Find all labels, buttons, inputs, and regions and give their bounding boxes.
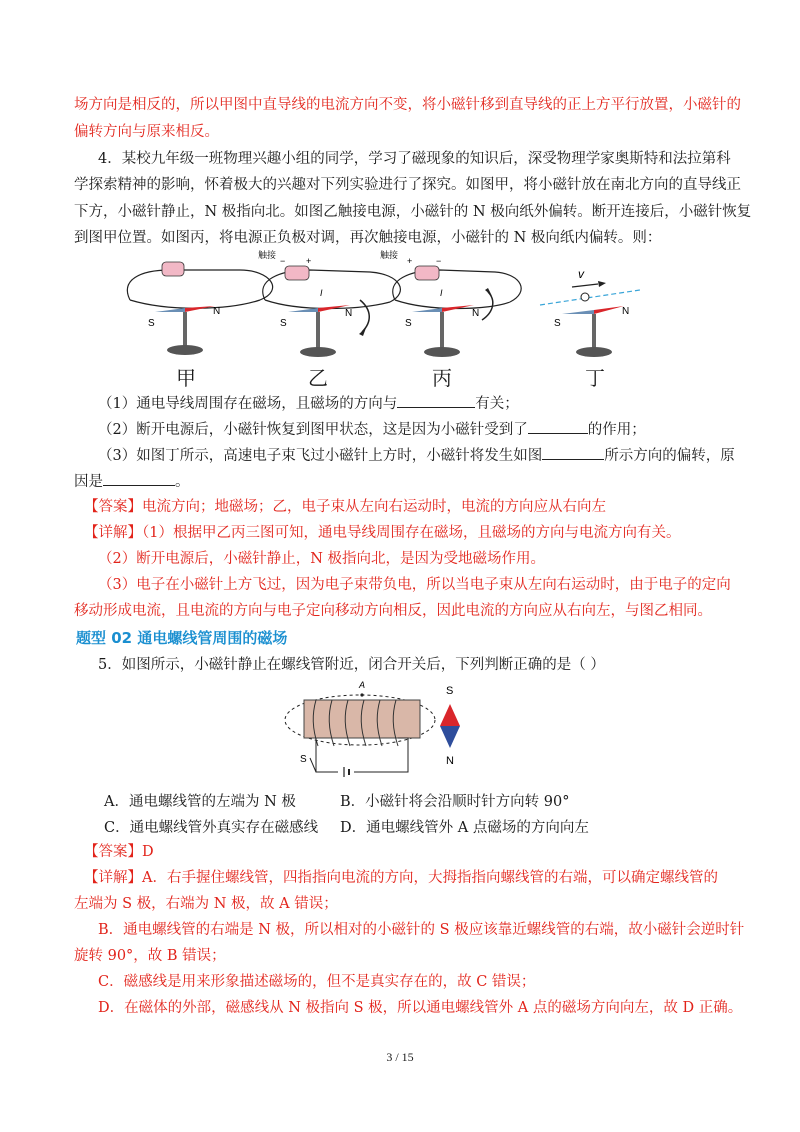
q4-stem-line-1: 4．某校九年级一班物理兴趣小组的同学，学习了磁现象的知识后，深受物理学家奥斯特和法拉第科	[98, 151, 731, 167]
figure-yi	[258, 250, 400, 357]
q4-stem-line-3: 下方，小磁针静止，N 极指向北。如图乙触接电源，小磁针的 N 极向纸外偏转。断开连接后，小磁针恢复	[74, 204, 752, 220]
q4-stem-line-4: 到图甲位置。如图丙，将电源正负极对调，再次触接电源，小磁针的 N 极向纸内偏转。则：	[74, 230, 662, 246]
q5-figure	[280, 674, 480, 784]
svg-text:N: N	[622, 306, 630, 317]
svg-text:N: N	[213, 306, 221, 317]
q4-stem-line-2: 学探索精神的影响，怀着极大的兴趣对下列实验进行了探究。如图甲，将小磁针放在南北方向的直导线正	[74, 177, 741, 193]
q4-part-3-cont: 因是 。	[74, 471, 190, 492]
q4-part-2: （2）断开电源后，小磁针恢复到图甲状态，这是因为小磁针受到了 的作用；	[98, 419, 646, 440]
q5-option-d[interactable]: D．通电螺线管外 A 点磁场的方向向左	[340, 820, 589, 836]
blank-4[interactable]	[103, 471, 175, 486]
svg-text:S: S	[148, 318, 155, 329]
svg-text:v: v	[578, 267, 584, 281]
svg-text:A: A	[359, 680, 366, 690]
svg-text:S: S	[280, 318, 287, 329]
fig-label-jia: 甲	[176, 366, 196, 390]
svg-text:S: S	[300, 754, 307, 765]
svg-text:N: N	[446, 755, 454, 767]
svg-text:S: S	[446, 685, 454, 697]
svg-text:−: −	[436, 256, 442, 266]
figure-ding	[540, 267, 640, 357]
svg-text:I: I	[440, 288, 443, 298]
q5-detail-6: D．在磁体的外部，磁感线从 N 极指向 S 极，所以通电螺线管外 A 点的磁场方向向左，故 D 正确。	[98, 1000, 743, 1016]
q5-answer: 【答案】D	[84, 844, 154, 860]
fig-label-yi: 乙	[308, 366, 328, 390]
q5-detail-4: 旋转 90°，故 B 错误；	[74, 948, 226, 964]
svg-text:+: +	[407, 256, 413, 266]
svg-text:+: +	[306, 256, 312, 266]
q4-answer: 【答案】电流方向；地磁场；乙，电子束从左向右运动时，电流的方向应从右向左	[84, 499, 606, 515]
q4-part-3: （3）如图丁所示，高速电子束飞过小磁针上方时，小磁针将发生如图 所示方向的偏转，原	[98, 445, 735, 466]
svg-text:I: I	[320, 288, 323, 298]
fig-label-bing: 丙	[432, 366, 452, 390]
q4-part-1: （1）通电导线周围存在磁场，且磁场的方向与 有关；	[98, 393, 519, 414]
figure-jia	[127, 262, 272, 355]
q5-option-a[interactable]: A．通电螺线管的左端为 N 极	[104, 794, 296, 810]
figure-bing	[380, 250, 521, 357]
q4-detail-4: 移动形成电流，且电流的方向与电子定向移动方向相反，因此电流的方向应从右向左，与图乙相同。	[74, 603, 712, 619]
q5-detail-3: B．通电螺线管的右端是 N 极，所以相对的小磁针的 S 极应该靠近螺线管的右端，故小磁针会逆时针	[98, 922, 745, 938]
svg-text:N: N	[472, 308, 480, 319]
page-number: 3 / 15	[386, 1050, 414, 1064]
blank-1[interactable]	[397, 393, 475, 408]
svg-text:S: S	[405, 318, 412, 329]
intro-line-2: 偏转方向与原来相反。	[74, 124, 219, 140]
q5-option-c[interactable]: C．通电螺线管外真实存在磁感线	[104, 820, 319, 836]
q5-detail-5: C．磁感线是用来形象描述磁场的，但不是真实存在的，故 C 错误；	[98, 974, 536, 990]
q5-detail-1: 【详解】A．右手握住螺线管，四指指向电流的方向，大拇指指向螺线管的右端，可以确定螺线管的	[84, 870, 718, 886]
q4-detail-1: 【详解】（1）根据甲乙丙三图可知，通电导线周围存在磁场，且磁场的方向与电流方向有关。	[84, 525, 681, 541]
q4-detail-2: （2）断开电源后，小磁针静止，N 极指向北，是因为受地磁场作用。	[98, 551, 546, 567]
svg-text:触接: 触接	[258, 250, 277, 260]
svg-text:−: −	[280, 256, 286, 266]
blank-2[interactable]	[528, 419, 588, 434]
svg-text:N: N	[345, 308, 353, 319]
intro-line-1: 场方向是相反的，所以甲图中直导线的电流方向不变，将小磁针移到直导线的正上方平行放置，小磁针的	[74, 97, 741, 113]
svg-text:触接: 触接	[380, 250, 399, 260]
fig-label-ding: 丁	[585, 366, 605, 390]
q5-option-b[interactable]: B．小磁针将会沿顺时针方向转 90°	[340, 794, 570, 810]
svg-text:S: S	[554, 318, 561, 329]
q5-stem: 5．如图所示，小磁针静止在螺线管附近，闭合开关后，下列判断正确的是（ ）	[98, 657, 605, 673]
q4-detail-3: （3）电子在小磁针上方飞过，因为电子束带负电，所以当电子束从左向右运动时，由于电子的定向	[98, 577, 731, 593]
section-heading: 题型 02 通电螺线管周围的磁场	[76, 629, 288, 647]
blank-3[interactable]	[542, 445, 604, 460]
q5-detail-2: 左端为 S 极，右端为 N 极，故 A 错误；	[74, 896, 338, 912]
